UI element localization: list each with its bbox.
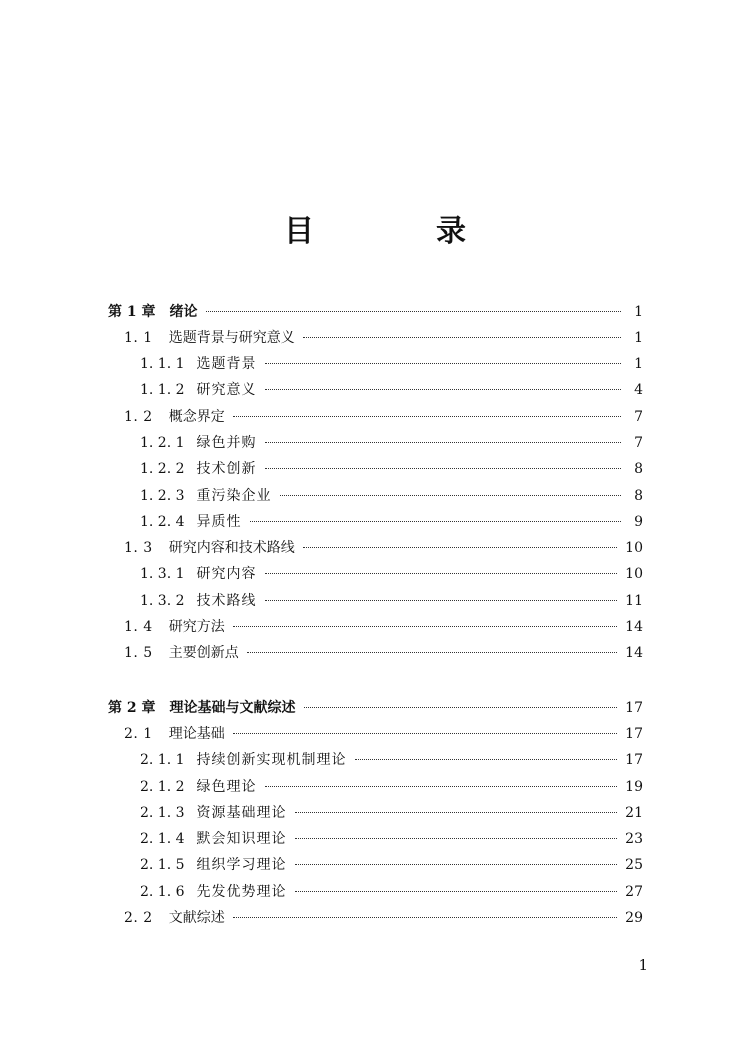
toc-entry-page: 17 <box>625 726 643 742</box>
page-number: 1 <box>638 956 648 974</box>
toc-heading: 目 录 <box>284 214 512 249</box>
toc-entry-number: 第 2 章 <box>108 700 156 716</box>
toc-subsection-entry[interactable] <box>140 484 643 508</box>
toc-entry-title: 绿色并购 <box>196 435 257 451</box>
dot-leader <box>265 389 621 390</box>
toc-entry-number: 1. 1 <box>124 330 153 346</box>
toc-section-entry[interactable] <box>124 615 643 639</box>
toc-subsection-entry[interactable] <box>140 748 643 772</box>
toc-entry-number: 1. 5 <box>124 645 153 661</box>
toc-entry-title: 主要创新点 <box>168 645 239 661</box>
toc-entry-page: 14 <box>625 645 643 661</box>
toc-entry-title: 选题背景与研究意义 <box>168 330 295 346</box>
toc-subsection-entry[interactable] <box>140 431 643 455</box>
toc-entry-page: 27 <box>625 884 643 900</box>
toc-section-entry[interactable] <box>124 722 643 746</box>
toc-entry-number: 2. 1. 4 <box>140 831 185 847</box>
toc-entry-title: 先发优势理论 <box>196 884 287 900</box>
toc-entry-page: 17 <box>625 700 643 716</box>
dot-leader <box>233 733 617 734</box>
toc-entry-number: 1. 2. 1 <box>140 435 185 451</box>
toc-entry-number: 1. 2. 4 <box>140 514 185 530</box>
toc-entry-number: 2. 1. 6 <box>140 884 185 900</box>
toc-entry-number: 1. 1. 1 <box>140 356 185 372</box>
toc-entry-number: 1. 2. 3 <box>140 488 185 504</box>
toc-subsection-entry[interactable] <box>140 378 643 402</box>
toc-entry-page: 4 <box>634 382 643 398</box>
toc-subsection-entry[interactable] <box>140 880 643 904</box>
toc-subsection-entry[interactable] <box>140 457 643 481</box>
toc-entry-number: 2. 1. 3 <box>140 805 185 821</box>
toc-entry-title: 持续创新实现机制理论 <box>196 752 347 768</box>
toc-entry-title: 研究方法 <box>168 619 225 635</box>
dot-leader <box>295 864 618 865</box>
dot-leader <box>295 891 618 892</box>
toc-entry-number: 1. 3 <box>124 540 153 556</box>
dot-leader <box>250 521 621 522</box>
toc-entry-number: 1. 4 <box>124 619 153 635</box>
dot-leader <box>265 442 621 443</box>
toc-section-entry[interactable] <box>124 641 643 665</box>
toc-entry-title: 异质性 <box>196 514 242 530</box>
toc-entry-title: 研究内容 <box>196 566 257 582</box>
dot-leader <box>304 707 618 708</box>
toc-section-entry[interactable] <box>124 906 643 930</box>
toc-entry-page: 9 <box>634 514 643 530</box>
dot-leader <box>355 759 618 760</box>
toc-entry-page: 19 <box>625 779 643 795</box>
dot-leader <box>247 652 617 653</box>
toc-entry-page: 29 <box>625 910 643 926</box>
toc-entry-title: 默会知识理论 <box>196 831 287 847</box>
dot-leader <box>206 311 622 312</box>
toc-entry-page: 8 <box>634 488 643 504</box>
toc-entry-page: 1 <box>634 330 643 346</box>
dot-leader <box>265 468 621 469</box>
toc-entry-page: 14 <box>625 619 643 635</box>
dot-leader <box>295 812 618 813</box>
toc-subsection-entry[interactable] <box>140 775 643 799</box>
dot-leader <box>265 786 618 787</box>
toc-chapter-entry[interactable] <box>108 300 643 324</box>
toc-entry-page: 10 <box>625 540 643 556</box>
toc-entry-page: 7 <box>634 435 643 451</box>
toc-entry-number: 1. 3. 2 <box>140 593 185 609</box>
toc-entry-page: 23 <box>625 831 643 847</box>
dot-leader <box>233 626 617 627</box>
dot-leader <box>265 573 618 574</box>
dot-leader <box>233 416 621 417</box>
toc-subsection-entry[interactable] <box>140 562 643 586</box>
dot-leader <box>233 917 617 918</box>
toc-entry-number: 2. 2 <box>124 910 153 926</box>
toc-entry-page: 8 <box>634 461 643 477</box>
toc-subsection-entry[interactable] <box>140 510 643 534</box>
toc-subsection-entry[interactable] <box>140 352 643 376</box>
dot-leader <box>303 337 621 338</box>
toc-section-entry[interactable] <box>124 536 643 560</box>
toc-subsection-entry[interactable] <box>140 853 643 877</box>
toc-entry-page: 25 <box>625 857 643 873</box>
toc-entry-title: 研究意义 <box>196 382 257 398</box>
dot-leader <box>295 838 618 839</box>
toc-entry-title: 绪论 <box>169 304 198 320</box>
toc-entry-title: 技术创新 <box>196 461 257 477</box>
toc-entry-page: 11 <box>625 593 643 609</box>
dot-leader <box>303 547 617 548</box>
toc-entry-number: 2. 1. 1 <box>140 752 185 768</box>
toc-subsection-entry[interactable] <box>140 589 643 613</box>
toc-section-entry[interactable] <box>124 405 643 429</box>
toc-section-entry[interactable] <box>124 326 643 350</box>
toc-entry-page: 7 <box>634 409 643 425</box>
toc-chapter-entry[interactable] <box>108 696 643 720</box>
toc-entry-number: 1. 2. 2 <box>140 461 185 477</box>
toc-entry-title: 选题背景 <box>196 356 257 372</box>
toc-entry-title: 理论基础 <box>168 726 225 742</box>
toc-entry-title: 技术路线 <box>196 593 257 609</box>
toc-subsection-entry[interactable] <box>140 801 643 825</box>
dot-leader <box>280 495 621 496</box>
toc-entry-number: 1. 3. 1 <box>140 566 185 582</box>
toc-subsection-entry[interactable] <box>140 827 643 851</box>
toc-entry-number: 第 1 章 <box>108 304 156 320</box>
toc-entry-title: 重污染企业 <box>196 488 272 504</box>
toc-entry-title: 组织学习理论 <box>196 857 287 873</box>
toc-entry-number: 1. 1. 2 <box>140 382 185 398</box>
toc-entry-page: 1 <box>634 304 643 320</box>
toc-entry-number: 2. 1. 2 <box>140 779 185 795</box>
toc-entry-title: 概念界定 <box>168 409 225 425</box>
toc-entry-title: 研究内容和技术路线 <box>168 540 295 556</box>
dot-leader <box>265 600 618 601</box>
toc-entry-page: 21 <box>625 805 643 821</box>
toc-entry-number: 2. 1. 5 <box>140 857 185 873</box>
toc-entry-number: 2. 1 <box>124 726 153 742</box>
toc-entry-title: 文献综述 <box>168 910 225 926</box>
toc-entry-page: 1 <box>634 356 643 372</box>
toc-entry-page: 10 <box>625 566 643 582</box>
toc-entry-title: 绿色理论 <box>196 779 257 795</box>
toc-entry-title: 资源基础理论 <box>196 805 287 821</box>
dot-leader <box>265 363 621 364</box>
toc-entry-number: 1. 2 <box>124 409 153 425</box>
toc-entry-title: 理论基础与文献综述 <box>169 700 296 716</box>
toc-entry-page: 17 <box>625 752 643 768</box>
